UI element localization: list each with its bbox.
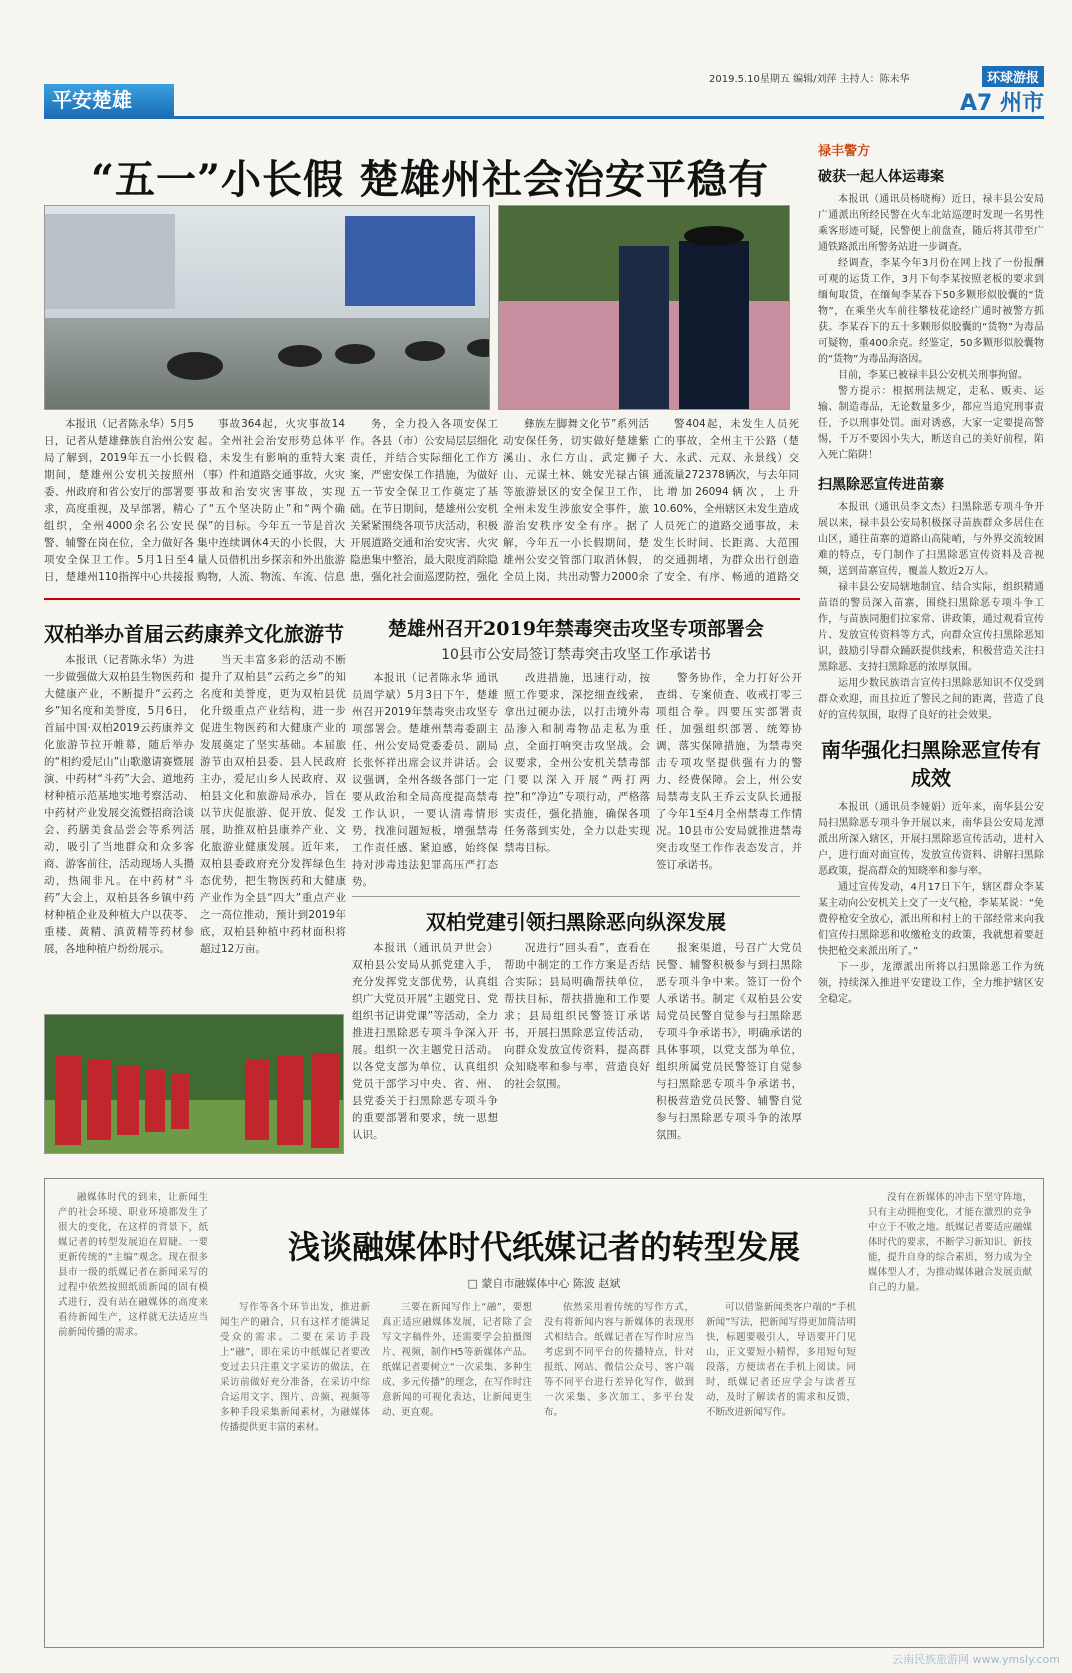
- tourism-headline: 双柏举办首届云药康养文化旅游节: [44, 622, 344, 646]
- sidebar-story3-paragraph: 本报讯（通讯员李娅娟）近年来，南华县公安局扫黑除恶专项斗争开展以来，南华县公安局龙潭派出所深入辖区，开展扫黑除恶宣传活动，进村入户，进行面对面宣传，发放宣传资料、讲解扫黑除恶政策，提高群众的知晓率和参与率。: [818, 802, 1044, 877]
- brand-logo: 环球游报: [982, 66, 1044, 87]
- party-column-3: 报案渠道，号召广大党员民警、辅警积极参与到扫黑除恶专项斗争中来。签订一份个人承诺书。制定《双柏县公安局党员民警自觉参与扫黑除恶专项斗争承诺书》，明确承诺的具体事项，以党支部为单位，组织所属党员民警签订自觉参与扫黑除恶专项斗争承诺书，积极营造党员民警、辅警自觉参与扫黑除恶专项斗争的浓厚氛围。: [656, 942, 802, 1141]
- masthead: [44, 58, 1044, 118]
- motorcycle-patrol-illustration: [45, 206, 490, 410]
- page-number: A7 州市: [960, 91, 1044, 116]
- essay-column-6: 没有在新媒体的冲击下坚守阵地，只有主动拥抱变化，才能在激烈的竞争中立于不败之地。纸媒记者要适应融媒体时代的要求，不断学习新知识、新技能，提升自身的综合素质，努力成为全媒体型人才，为推动媒体融合发展贡献自己的力量。: [868, 1192, 1032, 1293]
- photo-police-motorcycles: [44, 205, 490, 410]
- essay-title: 浅谈融媒体时代纸媒记者的转型发展: [287, 1228, 800, 1266]
- essay-column-3: 三要在新闻写作上“融”，要想真正适应融媒体发展，记者除了会写文字稿件外，还需要学会拍摄图片、视频，制作H5等新媒体产品。纸媒记者要树立“一次采集、多种生成、多元传播”的理念，在写作时注意新闻的可视化表达，让新闻更生动、更直观。: [382, 1302, 532, 1418]
- tourism-column-2: 当天丰富多彩的活动不断提升了双柏县“云药之乡”的知名度和美誉度，更为双柏县优化升级重点产业结构，进一步促进生物医药和大健康产业的发展奠定了坚实基础。本届旅游节由双柏县委、县人民政府主办，爱尼山乡人民政府、双柏县文化和旅游局承办，旨在以节庆促旅游、促开放、促发展，助推双柏县康养产业、文化旅游业健康发展。近年来，双柏县委政府充分发挥绿色生态优势，把生物医药和大健康产业作为全县“四大”重点产业之一高位推动，预计到2019年底，双柏县种植中药材面积将超过12万亩。: [200, 654, 346, 955]
- sidebar-story2-paragraph: 本报讯（通讯员李文杰）扫黑除恶专项斗争开展以来，禄丰县公安局积极探寻苗族群众多居住在山区，通往苗寨的道路山高陡峭，与外界交流较困难的特点，专门制作了扫黑除恶宣传资料及音视频，送到苗寨宣传，覆盖人数近2万人。: [818, 502, 1044, 577]
- festival-illustration: [45, 1015, 344, 1154]
- lead-column-1: 本报讯（记者陈永华）5月5日，记者从楚雄彝族自治州公安局了解到，2019年五一小长假期间，楚雄州公安机关按照州委、州政府和省公安厅的部署要求，高度重视，及早部署，精心组织，全州4000余名公安民警、辅警在岗在位，全力做好各项安全保卫工作。5月1日至4日，楚雄州110指挥中心共接报: [44, 418, 194, 583]
- section-label: 平安楚雄: [44, 84, 174, 116]
- sidebar: [818, 140, 1044, 1190]
- sidebar-tag: 禄丰警方: [818, 144, 871, 159]
- lead-column-3: 务，全力投入各项安保工作。各县（市）公安局层层细化责任，并结合实际细化工作方案，严密安保工作措施，为做好五一节安全保卫工作奠定了基础。在节日期间，楚雄州公安机关紧紧围绕各项节庆活动，积极开展道路交通和治安灾害、火灾隐患集中整治，最大限度消除隐患，强化社会面巡逻防控，强化: [350, 418, 498, 583]
- essay-column-2: 写作等各个环节出发，推进新闻生产的融合，只有这样才能满足受众的需求。二要在采访手段上“融”，即在采访中纸媒记者要改变过去只注重文字采访的做法，在采访前做好充分准备，在采访中综合运用文字、图片、音频、视频等多种手段采集新闻素材，为融媒体传播提供更丰富的素材。: [220, 1302, 370, 1433]
- photo-police-officers: [498, 205, 790, 410]
- drugs-divider: [352, 896, 800, 897]
- drugs-column-2: 改进措施，迅速行动，按照工作要求，深挖细查线索，拿出过硬办法，以打击境外毒品渗入和制毒物品走私为重点，全面打响突击攻坚战。会议要求，全州公安机关禁毒部门要以深入开展“两打两控”和“净边”专项行动，严格落实责任，强化措施，确保各项任务落到实处，全力以赴实现禁毒目标。: [504, 672, 650, 854]
- lead-column-5: 警404起，未发生人员死亡的事故，全州主干公路（楚大、永武、元双、永景线）交通流量272378辆次，与去年同比增加26094辆次，上升10.60%，全州辖区未发生造成人员死亡的道路交通事故，未发生长时间、长距离、大范围的交通拥堵，为群众出行创造了安全、有序、畅通的道路交: [653, 418, 799, 583]
- sidebar-story1-paragraph: 本报讯（通讯员杨晓梅）近日，禄丰县公安局广通派出所经民警在火车北站巡逻时发现一名男性乘客形迹可疑，民警便上前盘查，随后将其带至广通铁路派出所警务站进一步调查。: [818, 194, 1044, 253]
- sidebar-story1-paragraph: 目前，李某已被禄丰县公安机关刑事拘留。: [838, 370, 1028, 381]
- sidebar-story3-paragraph: 下一步，龙潭派出所将以扫黑除恶工作为统领，持续深入推进平安建设工作，全力维护辖区安全稳定。: [818, 962, 1044, 1005]
- lead-headline: “五一”小长假 楚雄州社会治安平稳有: [91, 156, 769, 203]
- tourism-column-1: 本报讯（记者陈永华）为进一步做强做大双柏县生物医药和大健康产业，不断提升“云药之乡”知名度和美誉度，5月6日，首届中国·双柏2019云药康养文化旅游节拉开帷幕，随后举办的“相约爱尼山”山歌邀请赛暨展演、中药材“斗药”大会、道地药材种植示范基地实地考察活动、中药材产业发展交流暨招商洽谈会、药膳美食品尝会等系列活动，吸引了当地群众和众多客商、游客前往，活动现场人头攒动，热闹非凡。在中药材“斗药”大会上，双柏县各乡镇中药材种植企业及种植大户以茯苓、重楼、黄精、滇黄精等药材参展，各地种植户纷纷展示。: [44, 654, 194, 955]
- drugs-headline: 楚雄州召开2019年禁毒突击攻坚专项部署会: [388, 618, 764, 640]
- essay-column-1: 融媒体时代的到来，让新闻生产的社会环境、职业环境都发生了很大的变化，在这样的背景下，纸媒记者的转型发展迫在眉睫。一要更新传统的“主编”观念。现在很多县市一级的纸媒记者在新闻采写的过程中依然按照纸质新闻的固有模式进行，没有站在融媒体的高度来看待新闻生产，这样就无法适应当前新闻传播的需求。: [58, 1192, 208, 1338]
- section-divider: [44, 598, 800, 600]
- sidebar-story2-title: 扫黑除恶宣传进苗寨: [818, 477, 944, 493]
- drugs-column-1: 本报讯（记者陈永华 通讯员周学斌）5月3日下午，楚雄州召开2019年禁毒突击攻坚专项部署会。楚雄州禁毒委副主任、州公安局党委委员、副局长张怀祥出席会议并讲话。会议强调，全州各级各部门一定要从政治和全局高度提高禁毒工作认识，一要认清毒情形势，找准问题短板，增强禁毒工作责任感、紧迫感，始终保持对涉毒违法犯罪高压严打态势。: [352, 672, 498, 888]
- lead-column-2: 事故364起，火灾事故14起。全州社会治安形势总体平稳，未发生有影响的重特大案（事）件和道路交通事故，火灾事故和治安灾害事故，实现了“五个坚决防止”和“两个确保”的目标。今年五一节是首次集中连续调休4天的小长假，大量人员借机出乡探亲和外出旅游购物，人流、物流、车流、信息: [197, 418, 345, 583]
- party-headline: 双柏党建引领扫黑除恶向纵深发展: [426, 910, 726, 934]
- essay-byline: □ 蒙自市融媒体中心 陈波 赵斌: [467, 1277, 621, 1290]
- sidebar-story2-paragraph: 禄丰县公安局辖地制宜、结合实际，组织精通苗语的警员深入苗寨，围绕扫黑除恶专项斗争工作，与苗族同胞们拉家常、讲政策，通过观看宣传片、发放宣传资料等方式，向群众宣传扫黑除恶知识，鼓励引导群众踊跃提供线索，积极营造关注扫黑除恶、支持扫黑除恶的浓厚氛围。: [818, 582, 1044, 673]
- photo-tourism-festival: [44, 1014, 344, 1154]
- sidebar-story2-paragraph: 运用少数民族语言宣传扫黑除恶知识不仅受到群众欢迎，而且拉近了警民之间的距离，营造了良好的宣传氛围，取得了良好的社会效果。: [818, 678, 1044, 721]
- date-line: 2019.5.10星期五 编辑/刘萍 主持人：陈未华: [709, 74, 910, 85]
- party-column-1: 本报讯（通讯员尹世会）双柏县公安局从抓党建入手，充分发挥党支部优势，认真组织广大党员开展“主题党日、党组织书记讲党课”等活动，全力推进扫黑除恶专项斗争深入开展。组织一次主题党日活动。以各党支部为单位，认真组织党员干部学习中央、省、州、县党委关于扫黑除恶专项斗争的重要部署和要求，统一思想认识。: [352, 942, 498, 1141]
- masthead-rule: [44, 116, 1044, 119]
- sidebar-story3-paragraph: 通过宣传发动，4月17日下午，辖区群众李某某主动向公安机关上交了一支气枪，李某某说：“免费停枪安全放心，派出所和村上的干部经常来向我们宣传扫黑除恶和收缴枪支的政策，我就想着要赶快把枪交来派出所了。”: [818, 882, 1044, 957]
- essay-column-5: 可以借鉴新闻类客户端的“手机新闻”写法，把新闻写得更加简洁明快，标题要吸引人，导语要开门见山，正文要短小精悍，多用短句短段落，方便读者在手机上阅读。同时，纸媒记者还应学会与读者互动，及时了解读者的需求和反馈，不断改进新闻写作。: [706, 1302, 856, 1418]
- sidebar-story1-paragraph: 警方提示：根据刑法规定，走私、贩卖、运输、制造毒品，无论数量多少，都应当追究刑事责任，予以刑事处罚。面对诱惑，大家一定要提高警惕，千万不要因小失大，断送自己的美好前程，陷入死亡陷阱！: [818, 386, 1044, 461]
- party-column-2: 况进行“回头看”，查看在帮助中制定的工作方案是否结合实际；县局明确帮扶单位，帮扶目标，帮扶措施和工作要求；县局组织民警签订承诺书，开展扫黑除恶宣传活动，向群众发放宣传资料，提高群众知晓率和参与率，营造良好的社会氛围。: [504, 942, 650, 1090]
- essay-column-4: 依然采用着传统的写作方式，没有将新闻内容与新媒体的表现形式相结合。纸媒记者在写作时应当考虑到不同平台的传播特点，针对报纸、网站、微信公众号、客户端等不同平台进行差异化写作，做到一次采集、多次加工、多平台发布。: [544, 1302, 694, 1418]
- drugs-subheadline: 10县市公安局签订禁毒突击攻坚工作承诺书: [441, 647, 711, 663]
- lead-column-4: 彝族左脚舞文化节”系列活动安保任务，切实做好楚雄紫溪山、永仁方山、武定狮子山、元谋土林、姚安光禄古镇等旅游景区的安全保卫工作，全州未发生涉旅安全事件，旅游治安秩序安全有序。据了解，今年五一小长假期间，楚雄州公安交管部门取消休假，全员上岗，共出动警力2000余: [503, 418, 649, 583]
- sidebar-story3-title: 南华强化扫黑除恶宣传有成效: [821, 738, 1041, 790]
- officers-illustration: [499, 206, 790, 410]
- sidebar-story1-title: 破获一起人体运毒案: [818, 169, 944, 185]
- watermark: 云南民族旅游网 www.ymsly.com: [892, 1653, 1060, 1666]
- sidebar-story1-paragraph: 经调查，李某今年3月份在网上找了一份报酬可观的运货工作，3月下旬李某按照老板的要求到缅甸取货，在缅甸李某吞下50多颗形似胶囊的“货物”，在乘坐火车前往攀枝花途经广通时被警方抓获。李某吞下的五十多颗形似胶囊的“货物”为毒品可疑物，重400余克。经鉴定，50多颗形似胶囊物的“货物”为毒品海洛因。: [818, 258, 1044, 365]
- drugs-column-3: 警务协作，全力打好公开查缉、专案侦查、收戒打零三项组合拳。四要压实部署责任，加强组织部署、统筹协调，落实保障措施，为禁毒突击专项攻坚提供强有力的警力、经费保障。会上，州公安局禁毒支队王乔云支队长通报了今年1至4月全州禁毒工作情况。10县市公安局就推进禁毒突击攻坚工作作表态发言，并签订承诺书。: [656, 672, 802, 871]
